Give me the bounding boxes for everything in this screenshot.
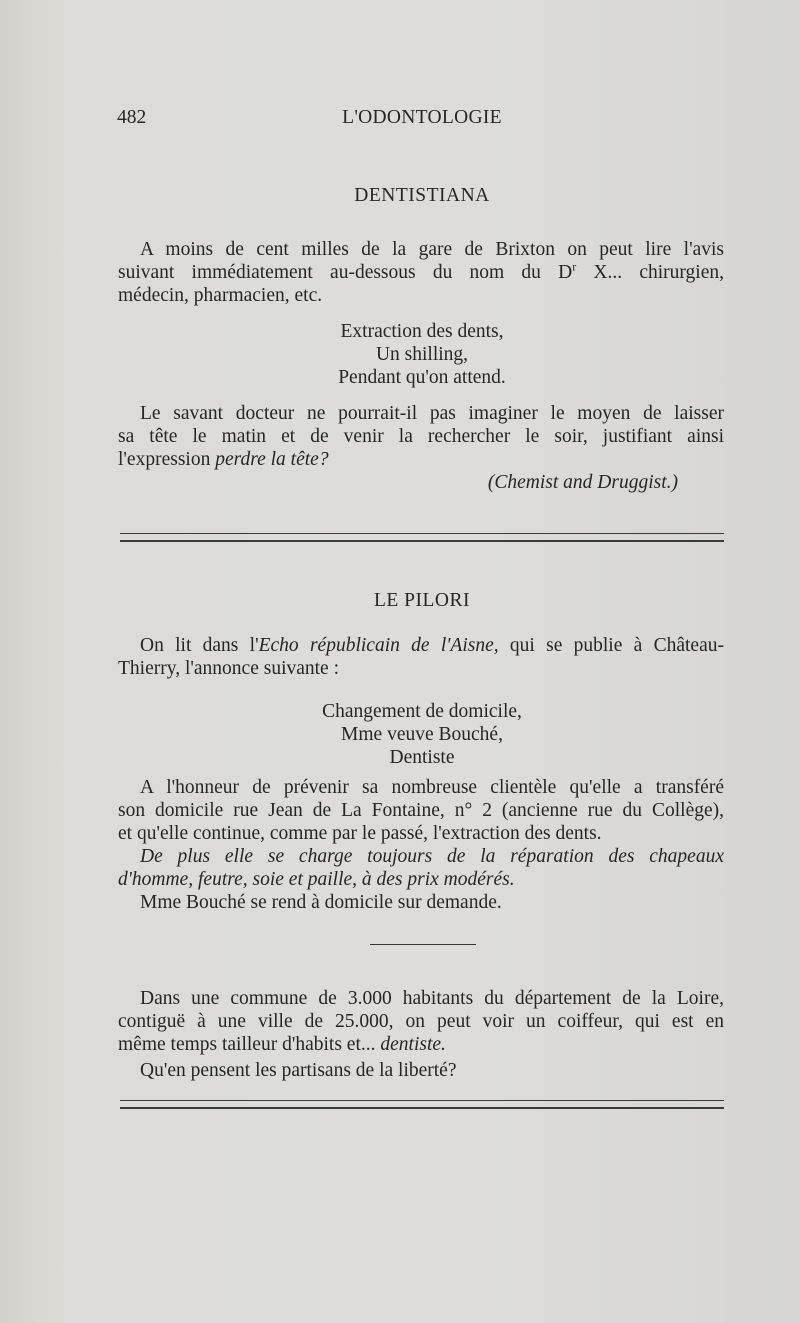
text-span: On lit dans l' (140, 635, 259, 656)
sign-line: Pendant qu'on attend. (338, 367, 506, 388)
pilori-paragraph-1 (118, 776, 724, 845)
dentistiana-paragraph-2 (118, 402, 724, 471)
sign-line: Extraction des dents, (340, 321, 504, 342)
superscript: r (572, 259, 577, 274)
italic-span: perdre la tête? (215, 449, 329, 470)
text-span: qui se publie à Château- (498, 635, 724, 656)
text-line: De plus elle se charge toujours de la réparation des chapeaux (140, 846, 724, 867)
short-divider (370, 944, 476, 945)
pilori-paragraph-2 (118, 845, 724, 891)
text-line: contiguë à une ville de 25.000, on peut voir un coiffeur, qui est en (118, 1011, 724, 1032)
notice-line: Mme veuve Bouché, (341, 724, 503, 745)
page-number: 482 (117, 107, 147, 128)
end-divider (120, 1100, 724, 1109)
notice-line: Changement de domicile, (322, 701, 522, 722)
italic-span: dentiste. (380, 1034, 446, 1055)
text-span: suivant immédiatement au-dessous du nom du D (118, 262, 573, 283)
dentistiana-paragraph-1 (118, 238, 724, 307)
text-span: même temps tailleur d'habits et... (118, 1034, 381, 1055)
section-divider (120, 533, 724, 542)
pilori-intro (118, 634, 724, 680)
text-line (118, 1033, 724, 1056)
pilori-paragraph-3: Mme Bouché se rend à domicile sur demande. (140, 892, 502, 913)
source-citation: (Chemist and Druggist.) (487, 472, 678, 493)
closing-question: Qu'en pensent les partisans de la liberté? (140, 1060, 457, 1081)
closing-paragraph (118, 987, 724, 1056)
section-title-pilori: LE PILORI (373, 590, 471, 611)
pilori-notice (120, 700, 724, 769)
text-line (118, 634, 724, 657)
text-line: A moins de cent milles de la gare de Brixton on peut lire l'avis (140, 239, 724, 260)
text-line: d'homme, feutre, soie et paille, à des prix modérés. (118, 869, 515, 890)
text-line: Le savant docteur ne pourrait-il pas imaginer le moyen de laisser (140, 403, 724, 424)
notice-line: Dentiste (389, 747, 455, 768)
text-line: sa tête le matin et de venir la rechercher le soir, justifiant ainsi (118, 426, 724, 447)
italic-span: Echo républicain de l'Aisne, (258, 635, 499, 656)
sign-line: Un shilling, (375, 344, 469, 365)
text-line: Dans une commune de 3.000 habitants du département de la Loire, (140, 988, 724, 1009)
text-line: Thierry, l'annonce suivante : (118, 658, 340, 679)
text-line: son domicile rue Jean de La Fontaine, n° 2 (ancienne rue du Collège), (118, 800, 724, 821)
dentistiana-sign (120, 320, 724, 389)
text-span: l'expression (118, 449, 216, 470)
text-line (118, 261, 724, 284)
text-span: X... chirurgien, (576, 262, 724, 283)
text-line (118, 448, 724, 471)
running-title: L'ODONTOLOGIE (342, 107, 502, 128)
section-title-dentistiana: DENTISTIANA (354, 185, 490, 206)
text-line: et qu'elle continue, comme par le passé, l'extraction des dents. (118, 823, 602, 844)
text-line: A l'honneur de prévenir sa nombreuse clientèle qu'elle a transféré (140, 777, 724, 798)
text-line: médecin, pharmacien, etc. (118, 285, 323, 306)
